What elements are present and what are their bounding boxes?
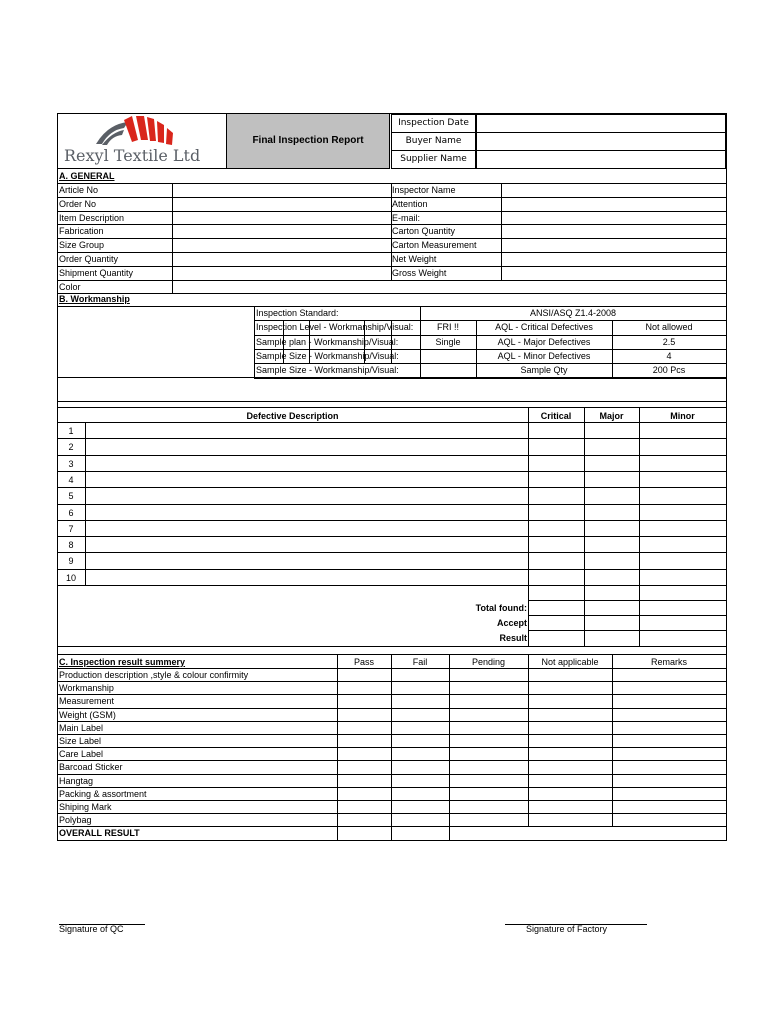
general-right-label: Gross Weight [392, 268, 447, 278]
general-right-label: Carton Measurement [392, 240, 477, 250]
col-line [283, 320, 284, 363]
summary-column-header: Not applicable [541, 657, 599, 667]
divider [57, 654, 727, 655]
summary-column-header: Fail [412, 657, 428, 667]
summary-cell-input[interactable] [613, 709, 725, 720]
header-field-label: Buyer Name [405, 136, 462, 146]
general-left-input[interactable] [173, 252, 391, 266]
summary-cell-input[interactable] [338, 669, 390, 680]
workmanship-aql-value: Not allowed [645, 322, 693, 332]
summary-cell-input[interactable] [450, 775, 527, 786]
workmanship-value: Single [435, 337, 461, 347]
summary-item-label: Weight (GSM) [59, 710, 116, 720]
summary-cell-input[interactable] [392, 669, 448, 680]
summary-cell-input[interactable] [392, 788, 448, 799]
summary-cell-input[interactable] [392, 735, 448, 746]
general-left-label: Order Quantity [59, 254, 119, 264]
general-left-label: Article No [59, 185, 99, 195]
summary-cell-input[interactable] [613, 775, 725, 786]
summary-cell-input[interactable] [613, 761, 725, 772]
summary-cell-input[interactable] [613, 814, 725, 825]
col-line [420, 306, 421, 378]
defect-description-input[interactable] [86, 471, 528, 487]
row-line [528, 630, 727, 631]
summary-item-label: Polybag [59, 815, 92, 825]
general-right-input[interactable] [502, 266, 726, 280]
col-line [364, 320, 365, 363]
company-logo [94, 114, 178, 150]
general-left-label: Order No [59, 199, 97, 209]
workmanship-standard-value: ANSI/ASQ Z1.4-2008 [529, 308, 617, 318]
total-found-label: Total found: [475, 603, 527, 613]
summary-cell-input[interactable] [338, 814, 390, 825]
summary-cell-input[interactable] [450, 788, 527, 799]
summary-cell-input[interactable] [529, 722, 611, 733]
defect-row-number: 9 [68, 556, 74, 566]
workmanship-aql-label: AQL - Major Defectives [497, 337, 591, 347]
general-right-input[interactable] [502, 211, 726, 225]
summary-cell-input[interactable] [392, 722, 448, 733]
header-field-input[interactable] [476, 114, 726, 133]
defect-description-input[interactable] [86, 422, 528, 438]
defect-column-header: Major [599, 411, 624, 421]
factory-signature-label: Signature of Factory [526, 924, 608, 934]
summary-cell-input[interactable] [450, 801, 527, 812]
defect-row-number: 2 [68, 442, 74, 452]
summary-cell-input[interactable] [529, 735, 611, 746]
col-line [337, 655, 338, 841]
defect-row-number: 7 [68, 524, 74, 534]
summary-item-label: Workmanship [59, 683, 114, 693]
summary-cell-input[interactable] [338, 735, 390, 746]
summary-item-label: Size Label [59, 736, 102, 746]
summary-cell-input[interactable] [450, 709, 527, 720]
summary-cell-input[interactable] [450, 748, 527, 759]
summary-cell-input[interactable] [529, 669, 611, 680]
summary-cell-input[interactable] [529, 748, 611, 759]
summary-cell-input[interactable] [392, 748, 448, 759]
row-line [57, 293, 727, 294]
summary-cell-input[interactable] [338, 801, 390, 812]
summary-cell-input[interactable] [392, 761, 448, 772]
summary-item-label: Shiping Mark [59, 802, 112, 812]
summary-item-label: Main Label [59, 723, 104, 733]
defect-description-input[interactable] [86, 487, 528, 503]
general-left-input[interactable] [173, 183, 391, 197]
result-label: Result [499, 633, 527, 643]
defect-row-number: 6 [68, 508, 74, 518]
general-left-input[interactable] [173, 266, 391, 280]
general-right-input[interactable] [502, 238, 726, 252]
summary-cell-input[interactable] [613, 682, 725, 693]
col-line [612, 655, 613, 826]
col-line [391, 655, 392, 841]
workmanship-aql-label: AQL - Minor Defectives [497, 351, 591, 361]
col-line [309, 320, 310, 363]
col-line [449, 655, 450, 841]
summary-cell-input[interactable] [450, 814, 527, 825]
summary-cell-input[interactable] [613, 722, 725, 733]
general-left-label: Fabrication [59, 226, 104, 236]
summary-cell-input[interactable] [613, 695, 725, 706]
general-right-input[interactable] [502, 224, 726, 238]
defect-column-header: Critical [540, 411, 572, 421]
general-left-label: Item Description [59, 213, 125, 223]
workmanship-aql-value: 2.5 [662, 337, 676, 347]
summary-cell-input[interactable] [338, 682, 390, 693]
summary-cell-input[interactable] [529, 695, 611, 706]
summary-cell-input[interactable] [392, 682, 448, 693]
general-right-label: Attention [392, 199, 428, 209]
summary-cell-input[interactable] [613, 748, 725, 759]
summary-cell-input[interactable] [338, 788, 390, 799]
header-field-label: Supplier Name [400, 154, 467, 164]
overall-pass-input[interactable] [338, 827, 390, 838]
general-right-input[interactable] [502, 183, 726, 197]
summary-cell-input[interactable] [392, 695, 448, 706]
general-left-input[interactable] [173, 224, 391, 238]
workmanship-value: FRI !! [437, 322, 459, 332]
overall-fail-input[interactable] [392, 827, 448, 838]
col-line [476, 320, 477, 378]
divider [57, 401, 727, 402]
summary-cell-input[interactable] [529, 682, 611, 693]
summary-item-label: Barcoad Sticker [59, 762, 123, 772]
summary-cell-input[interactable] [338, 722, 390, 733]
overall-result-label: OVERALL RESULT [59, 828, 140, 838]
summary-cell-input[interactable] [529, 709, 611, 720]
summary-cell-input[interactable] [450, 669, 527, 680]
row-line [528, 600, 727, 601]
defect-column-header: Defective Description [246, 411, 339, 421]
workmanship-notes-area[interactable] [58, 378, 726, 400]
col-line [639, 407, 640, 646]
summary-item-label: Measurement [59, 696, 115, 706]
col-line [172, 183, 173, 293]
workmanship-aql-label: AQL - Critical Defectives [495, 322, 593, 332]
report-title: Final Inspection Report [252, 135, 364, 146]
summary-column-header: Pending [471, 657, 506, 667]
summary-cell-input[interactable] [392, 814, 448, 825]
accept-label: Accept [496, 618, 527, 628]
general-right-label: Carton Quantity [392, 226, 456, 236]
summary-cell-input[interactable] [392, 801, 448, 812]
general-right-label: Inspector Name [392, 185, 456, 195]
workmanship-aql-label: Sample Qty [520, 365, 568, 375]
summary-cell-input[interactable] [529, 788, 611, 799]
defect-description-input[interactable] [86, 536, 528, 552]
col-line [528, 407, 529, 646]
defect-description-input[interactable] [86, 520, 528, 536]
defect-description-input[interactable] [86, 455, 528, 471]
summary-cell-input[interactable] [450, 695, 527, 706]
summary-cell-input[interactable] [338, 761, 390, 772]
col-line [391, 183, 392, 280]
workmanship-label: Sample Size - Workmanship/Visual: [256, 351, 399, 361]
summary-cell-input[interactable] [338, 748, 390, 759]
defect-row-number: 1 [68, 426, 74, 436]
summary-cell-input[interactable] [450, 735, 527, 746]
divider [57, 407, 727, 408]
header-field-input[interactable] [476, 132, 726, 151]
divider [57, 646, 727, 647]
summary-column-header: Remarks [650, 657, 687, 667]
workmanship-aql-value: 200 Pcs [652, 365, 686, 375]
col-line [391, 320, 392, 363]
row-line [57, 280, 727, 281]
defect-row-number: 4 [68, 475, 74, 485]
general-right-label: Net Weight [392, 254, 437, 264]
general-left-input[interactable] [173, 211, 391, 225]
defect-row-number: 8 [68, 540, 74, 550]
summary-cell-input[interactable] [392, 775, 448, 786]
general-right-label: E-mail: [392, 213, 421, 223]
col-line [254, 306, 255, 378]
col-line [501, 183, 502, 280]
qc-signature-label: Signature of QC [59, 924, 124, 934]
summary-cell-input[interactable] [450, 682, 527, 693]
col-line [528, 655, 529, 826]
header-field-label: Inspection Date [398, 118, 469, 128]
summary-item-label: Packing & assortment [59, 789, 147, 799]
summary-cell-input[interactable] [529, 761, 611, 772]
defect-column-header: Minor [670, 411, 695, 421]
defect-row-number: 5 [68, 491, 74, 501]
defect-description-input[interactable] [86, 438, 528, 454]
summary-cell-input[interactable] [529, 814, 611, 825]
workmanship-label: Inspection Standard: [256, 308, 339, 318]
row-line [57, 840, 727, 841]
general-left-label: Color [59, 282, 81, 292]
summary-item-label: Production description ,style & colour confirmity [59, 670, 249, 680]
workmanship-label: Sample plan - Workmanship/Visual: [256, 337, 399, 347]
summary-cell-input[interactable] [613, 801, 725, 812]
general-left-label: Shipment Quantity [59, 268, 134, 278]
workmanship-label: Inspection Level - Workmanship/Visual: [256, 322, 414, 332]
general-left-input[interactable] [173, 197, 391, 211]
summary-cell-input[interactable] [450, 761, 527, 772]
section-b-heading: B. Workmanship [59, 294, 130, 304]
summary-cell-input[interactable] [613, 735, 725, 746]
col-line [85, 422, 86, 585]
defect-description-input[interactable] [86, 504, 528, 520]
section-c-heading: C. Inspection result summery [59, 657, 186, 667]
summary-cell-input[interactable] [613, 669, 725, 680]
defect-row-number: 10 [65, 573, 76, 583]
summary-cell-input[interactable] [392, 709, 448, 720]
summary-column-header: Pass [353, 657, 374, 667]
header-field-input[interactable] [476, 150, 726, 169]
section-a-heading: A. GENERAL [59, 171, 115, 181]
general-right-input[interactable] [502, 197, 726, 211]
workmanship-label: Sample Size - Workmanship/Visual: [256, 365, 399, 375]
row-line [528, 615, 727, 616]
logo-text: Rexyl Textile Ltd [64, 146, 201, 165]
summary-cell-input[interactable] [529, 801, 611, 812]
summary-item-label: Hangtag [59, 776, 94, 786]
summary-cell-input[interactable] [338, 709, 390, 720]
defect-description-input[interactable] [86, 569, 528, 585]
general-left-input[interactable] [173, 280, 391, 294]
summary-cell-input[interactable] [338, 775, 390, 786]
general-left-input[interactable] [173, 238, 391, 252]
summary-cell-input[interactable] [613, 788, 725, 799]
summary-cell-input[interactable] [338, 695, 390, 706]
defect-row-number: 3 [68, 459, 74, 469]
summary-cell-input[interactable] [529, 775, 611, 786]
general-left-label: Size Group [59, 240, 105, 250]
summary-cell-input[interactable] [450, 722, 527, 733]
col-line [584, 407, 585, 646]
workmanship-aql-value: 4 [666, 351, 672, 361]
general-right-input[interactable] [502, 252, 726, 266]
defect-description-input[interactable] [86, 552, 528, 568]
summary-item-label: Care Label [59, 749, 104, 759]
col-line [612, 320, 613, 378]
